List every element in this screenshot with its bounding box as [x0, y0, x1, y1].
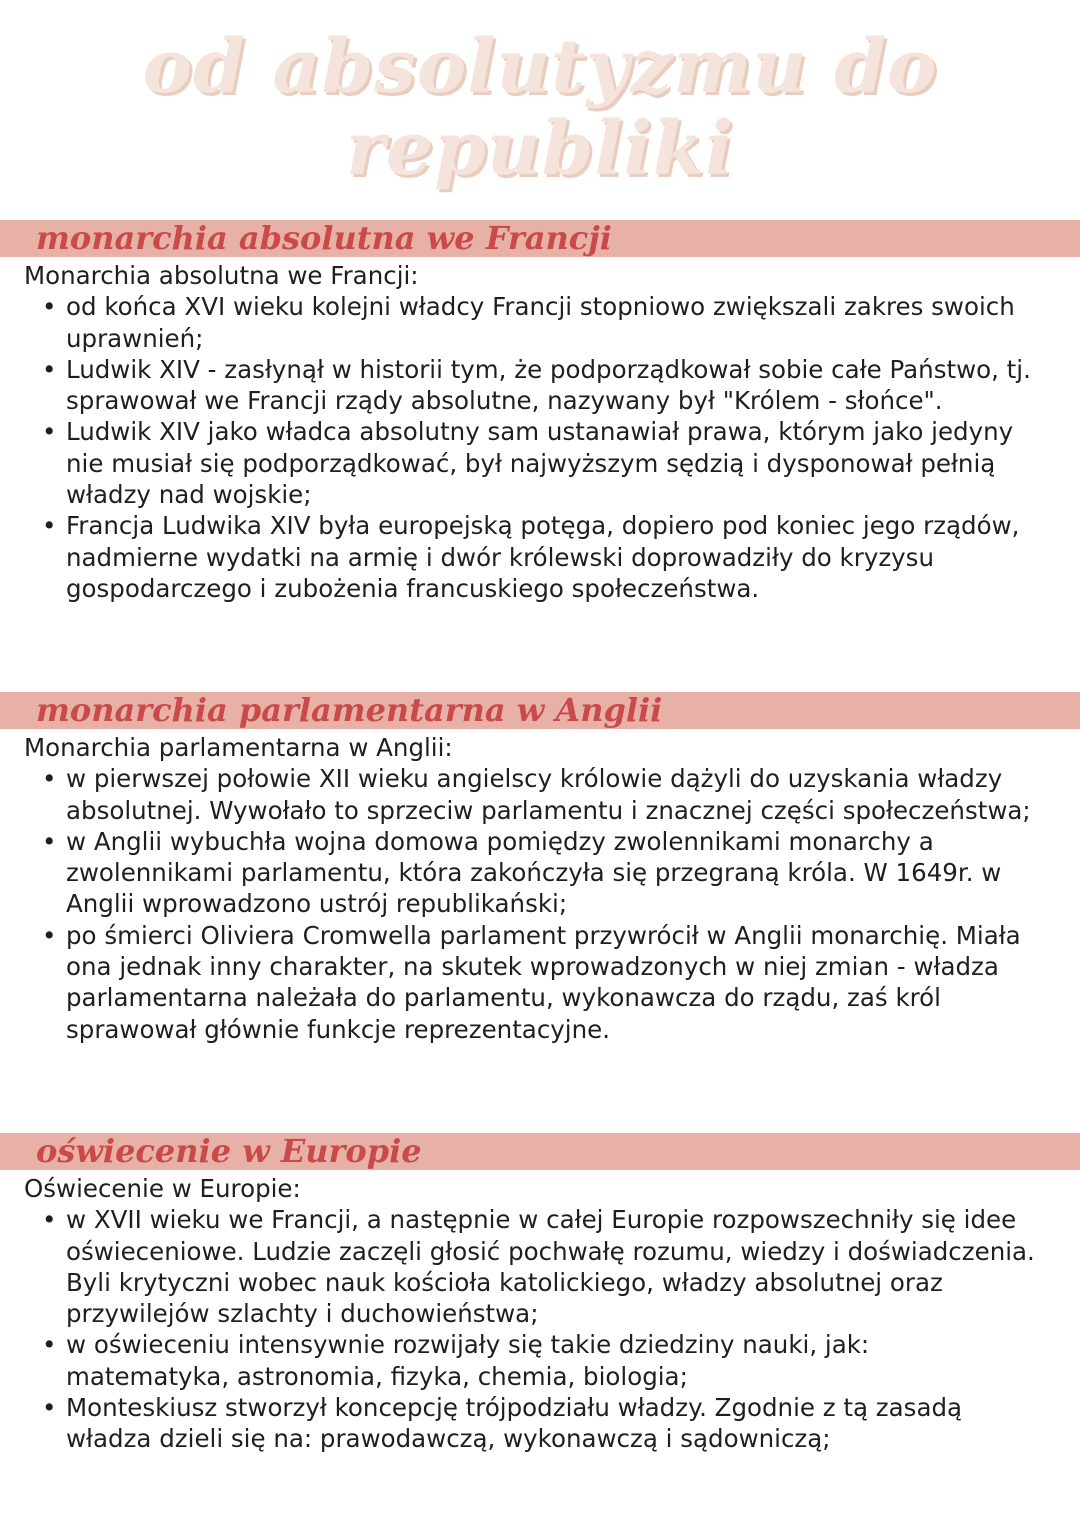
section-body	[0, 729, 1080, 1045]
page-title-line-1: od absolutyzmu do	[142, 24, 938, 110]
section-header: monarchia parlamentarna w Anglii	[0, 692, 1080, 729]
list-item: • w Anglii wybuchła wojna domowa pomiędzy zwolennikami monarchy a zwolennikami parlamentu, która zakończyła się przegraną króla. W 1649r. w Anglii wprowadzono ustrój republikański;	[66, 826, 1040, 920]
list-item: • od końca XVI wieku kolejni władcy Francji stopniowo zwiększali zakres swoich uprawnień;	[66, 291, 1040, 354]
bullet-list	[24, 763, 1040, 1045]
page-title	[0, 0, 1080, 190]
section-enlightenment-europe	[0, 1133, 1080, 1455]
list-item: • w XVII wieku we Francji, a następnie w całej Europie rozpowszechniły się idee oświeceniowe. Ludzie zaczęli głosić pochwałę rozumu, wiedzy i doświadczenia. Byli krytyczni wobec nauk kościoła katolickiego, władzy absolutnej oraz przywilejów szlachty i duchowieństwa;	[66, 1204, 1040, 1329]
section-intro: Monarchia parlamentarna w Anglii:	[24, 733, 453, 762]
bullet-list	[24, 291, 1040, 604]
list-item: • w oświeceniu intensywnie rozwijały się takie dziedziny nauki, jak: matematyka, astronomia, fizyka, chemia, biologia;	[66, 1329, 1040, 1392]
list-item: • w pierwszej połowie XII wieku angielscy królowie dążyli do uzyskania władzy absolutnej. Wywołało to sprzeciw parlamentu i znacznej części społeczeństwa;	[66, 763, 1040, 826]
section-body	[0, 1170, 1080, 1455]
section-header: monarchia absolutna we Francji	[0, 220, 1080, 257]
section-body	[0, 257, 1080, 604]
bullet-list	[24, 1204, 1040, 1454]
section-absolute-monarchy-france	[0, 220, 1080, 604]
list-item: • Ludwik XIV jako władca absolutny sam ustanawiał prawa, którym jako jedyny nie musiał się podporządkować, był najwyższym sędzią i dysponował pełnią władzy nad wojskie;	[66, 416, 1040, 510]
section-parliamentary-monarchy-england	[0, 692, 1080, 1045]
section-header: oświecenie w Europie	[0, 1133, 1080, 1170]
list-item: • Ludwik XIV - zasłynął w historii tym, że podporządkował sobie całe Państwo, tj. sprawował we Francji rządy absolutne, nazywany był "Królem - słońce".	[66, 354, 1040, 417]
list-item: • Francja Ludwika XIV była europejską potęga, dopiero pod koniec jego rządów, nadmierne wydatki na armię i dwór królewski doprowadziły do kryzysu gospodarczego i zubożenia francuskiego społeczeństwa.	[66, 510, 1040, 604]
page-title-line-2: republiki	[346, 106, 734, 192]
list-item: • po śmierci Oliviera Cromwella parlament przywrócił w Anglii monarchię. Miała ona jednak inny charakter, na skutek wprowadzonych w niej zmian - władza parlamentarna należała do parlamentu, wykonawcza do rządu, zaś król sprawował głównie funkcje reprezentacyjne.	[66, 920, 1040, 1045]
section-intro: Oświecenie w Europie:	[24, 1174, 301, 1203]
list-item: • Monteskiusz stworzył koncepcję trójpodziału władzy. Zgodnie z tą zasadą władza dzieli się na: prawodawczą, wykonawczą i sądowniczą;	[66, 1392, 1040, 1455]
section-intro: Monarchia absolutna we Francji:	[24, 261, 419, 290]
